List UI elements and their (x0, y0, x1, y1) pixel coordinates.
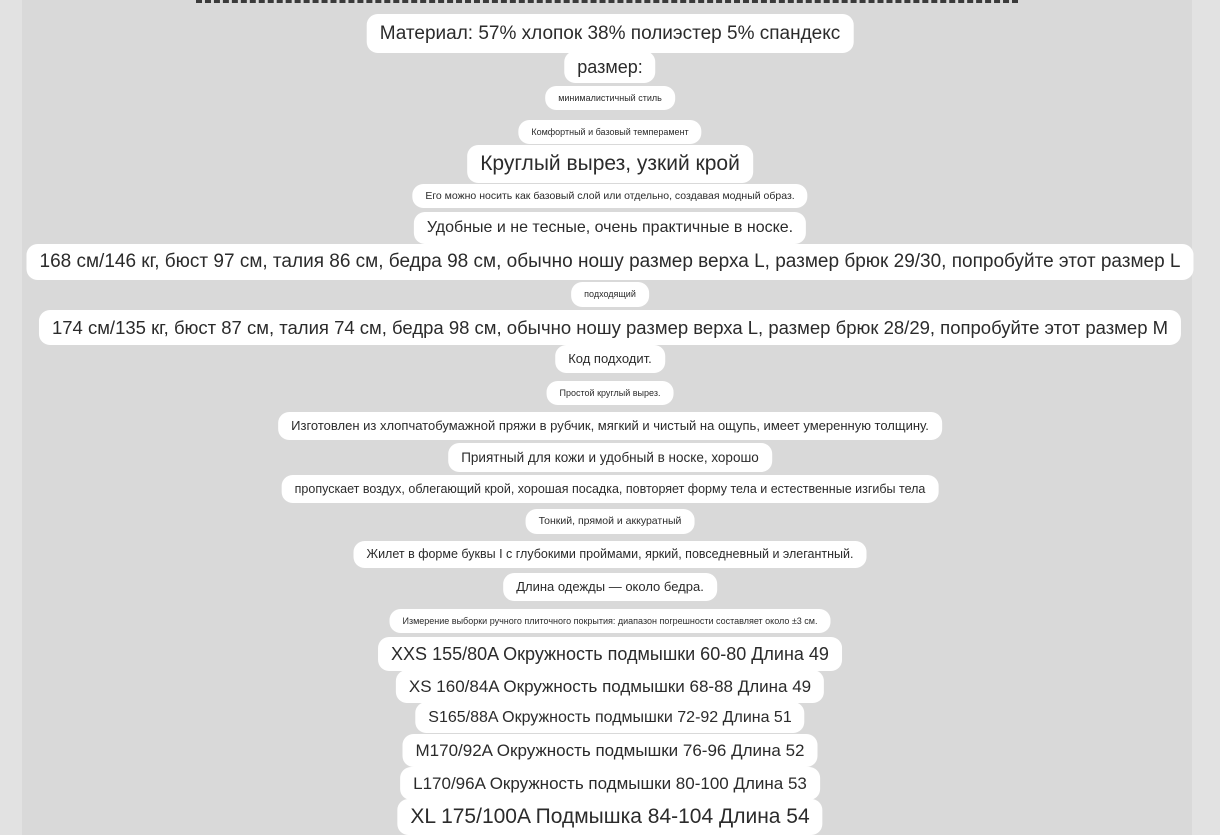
model-fit-line-2: 174 см/135 кг, бюст 87 см, талия 74 см, бедра 98 см, обычно ношу размер верха L, размер брюк 28/29, попробуйте этот размер M (39, 310, 1181, 345)
slim-line: Тонкий, прямой и аккуратный (526, 509, 695, 534)
size-heading: размер: (564, 51, 655, 83)
size-row-xl: XL 175/100A Подмышка 84-104 Длина 54 (397, 799, 822, 835)
model-fit-line-1: 168 см/146 кг, бюст 97 см, талия 86 см, бедра 98 см, обычно ношу размер верха L, размер брюк 29/30, попробуйте этот размер L (27, 244, 1194, 280)
code-fit-line: Код подходит. (555, 345, 665, 373)
temperament-line: Комфортный и базовый темперамент (518, 120, 701, 144)
round-neck-line: Простой круглый вырез. (547, 381, 674, 405)
size-row-s: S165/88A Окружность подмышки 72-92 Длина 51 (415, 702, 804, 733)
material-line: Материал: 57% хлопок 38% полиэстер 5% спандекс (367, 14, 854, 53)
size-row-xs: XS 160/84A Окружность подмышки 68-88 Длина 49 (396, 670, 824, 703)
length-line: Длина одежды — около бедра. (503, 573, 717, 601)
style-line: минималистичный стиль (545, 86, 675, 110)
size-row-m: M170/92A Окружность подмышки 76-96 Длина 52 (403, 734, 818, 767)
dashed-divider (196, 0, 1018, 7)
neckline-line: Круглый вырез, узкий крой (467, 145, 753, 183)
fabric-line: Изготовлен из хлопчатобумажной пряжи в рубчик, мягкий и чистый на ощупь, имеет умеренную толщину. (278, 412, 942, 440)
fit-label: подходящий (571, 282, 649, 307)
layering-line: Его можно носить как базовый слой или отдельно, создавая модный образ. (412, 184, 807, 208)
size-row-l: L170/96A Окружность подмышки 80-100 Длина 53 (400, 767, 820, 800)
breathable-line: пропускает воздух, облегающий крой, хорошая посадка, повторяет форму тела и естественные изгибы тела (282, 475, 939, 503)
comfort-line: Удобные и не тесные, очень практичные в носке. (414, 212, 806, 244)
measurement-note: Измерение выборки ручного плиточного покрытия: диапазон погрешности составляет около ±3 см. (390, 609, 831, 633)
size-row-xxs: XXS 155/80A Окружность подмышки 60-80 Длина 49 (378, 637, 842, 671)
skin-feel-line: Приятный для кожи и удобный в носке, хорошо (448, 443, 772, 472)
vest-shape-line: Жилет в форме буквы I с глубокими проймами, яркий, повседневный и элегантный. (354, 541, 867, 568)
